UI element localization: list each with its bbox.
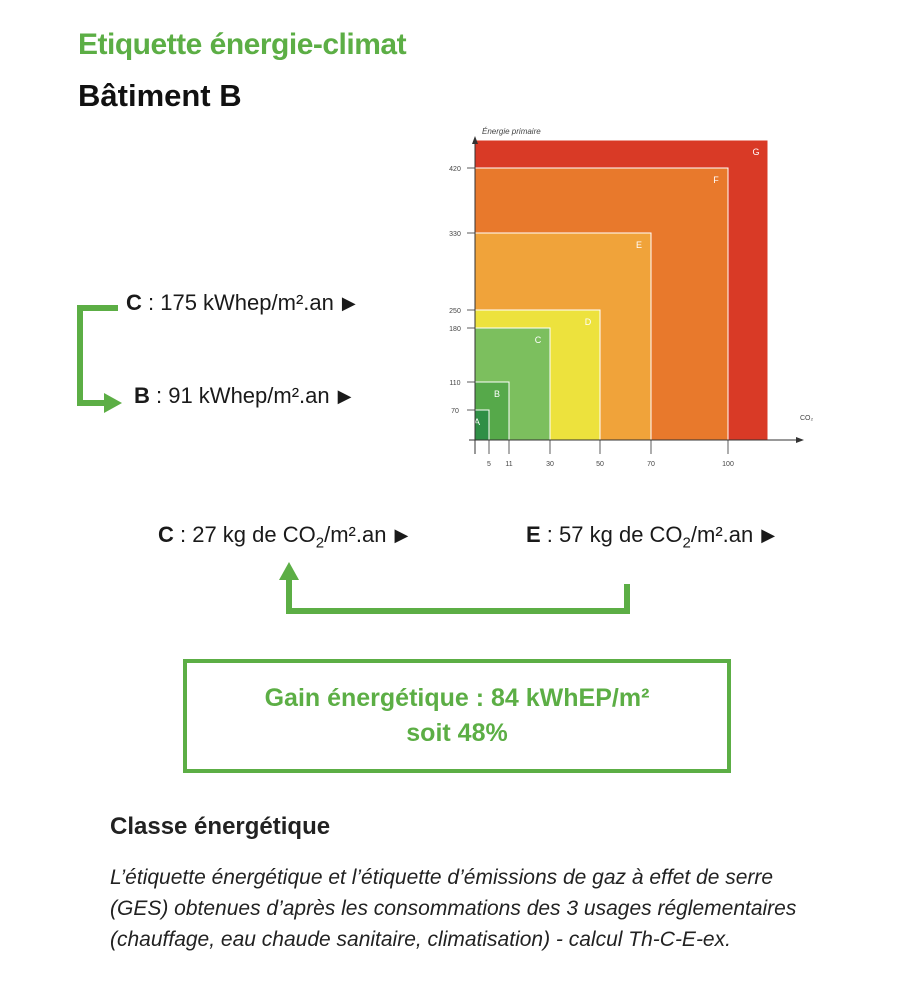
pointer-icon: ▶ bbox=[341, 293, 356, 313]
x-tick-label: 30 bbox=[546, 461, 554, 468]
class-letter-a: A bbox=[473, 417, 481, 427]
section-text: L’étiquette énergétique et l’étiquette d’émissions de gaz à effet de serre (GES) obtenues d’après les consommations des 3 usages réglementaires (chauffage, eau chaude sanitaire, climatisation) - calcul Th-C-E-ex. bbox=[110, 866, 797, 951]
class-letter: C bbox=[126, 290, 142, 315]
pointer-icon: ▶ bbox=[761, 525, 776, 545]
x-tick-label: 11 bbox=[505, 461, 513, 468]
x-tick-label: 5 bbox=[487, 461, 491, 468]
class-letter-b: B bbox=[493, 389, 501, 399]
y-tick-label: 250 bbox=[449, 308, 461, 315]
energy-label-before: C : 175 kWhep/m².an ▶ bbox=[126, 290, 356, 315]
gain-line-2: soit 48% bbox=[406, 719, 508, 747]
pointer-icon: ▶ bbox=[337, 386, 352, 406]
class-letter: E bbox=[526, 522, 541, 547]
energy-gain-box bbox=[183, 659, 731, 773]
class-letter-d: D bbox=[584, 317, 592, 327]
co2-label-after: C : 27 kg de $CO_2/m^2.an$ ▶ bbox=[158, 522, 409, 552]
y-tick-label: 330 bbox=[449, 231, 461, 238]
co2-arrow-head bbox=[279, 562, 299, 580]
x-tick-label: 50 bbox=[596, 461, 604, 468]
y-tick-label: 420 bbox=[449, 166, 461, 173]
class-letter: C bbox=[158, 522, 174, 547]
x-tick-label: 100 bbox=[722, 461, 734, 468]
energy-arrow-head bbox=[104, 393, 122, 413]
class-letter: B bbox=[134, 383, 150, 408]
class-letter-g: G bbox=[752, 147, 760, 157]
co2-label-before: E : 57 kg de $CO_2/m^2.an$ ▶ bbox=[526, 522, 776, 552]
page-subtitle: Bâtiment B bbox=[78, 78, 242, 113]
y-tick-label: 110 bbox=[449, 380, 461, 387]
gain-line-1: Gain énergétique : 84 kWhEP/m² bbox=[264, 684, 650, 712]
x-tick-label: 70 bbox=[647, 461, 655, 468]
y-tick-label: 180 bbox=[449, 326, 461, 333]
y-axis-label: Énergie primaire bbox=[482, 127, 541, 136]
energy-label-after: B : 91 kWhep/m².an ▶ bbox=[134, 383, 352, 408]
energy-improvement-arrow bbox=[80, 308, 118, 403]
x-axis-label: CO₂ bbox=[800, 415, 814, 422]
class-letter-f: F bbox=[713, 175, 719, 185]
class-letter-c: C bbox=[534, 335, 542, 345]
class-letter-e: E bbox=[635, 240, 643, 250]
y-tick-label: 70 bbox=[451, 408, 459, 415]
section-title: Classe énergétique bbox=[110, 813, 331, 840]
co2-improvement-arrow bbox=[289, 578, 627, 611]
pointer-icon: ▶ bbox=[394, 525, 409, 545]
page-title: Etiquette énergie-climat bbox=[78, 28, 407, 61]
